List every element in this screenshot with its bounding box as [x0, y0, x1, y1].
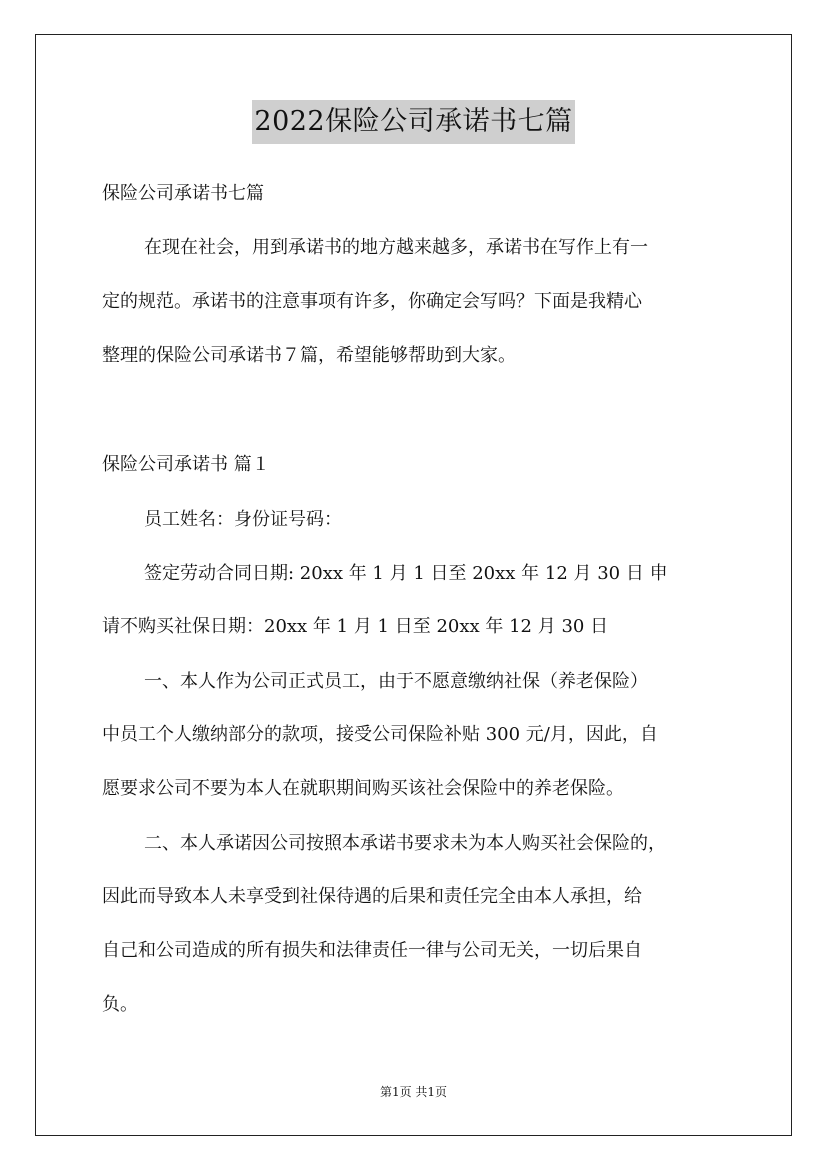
- document-title: 2022保险公司承诺书七篇: [252, 100, 574, 144]
- intro-line-3: 整理的保险公司承诺书７篇，希望能够帮助到大家。: [102, 345, 516, 366]
- section-heading: 保险公司承诺书 篇１: [102, 454, 270, 475]
- body-line-3: 请不购买社保日期：20xx 年 1 月 1 日至 20xx 年 12 月 30 日: [102, 616, 609, 637]
- intro-line-2: 定的规范。承诺书的注意事项有许多，你确定会写吗？下面是我精心: [102, 291, 642, 312]
- body-line-2: 签定劳动合同日期: 20xx 年 1 月 1 日至 20xx 年 12 月 30 日 申: [144, 563, 668, 584]
- body-line-9: 自己和公司造成的所有损失和法律责任一律与公司无关，一切后果自: [102, 940, 642, 961]
- body-line-10: 负。: [102, 994, 138, 1015]
- body-line-7: 二、本人承诺因公司按照本承诺书要求未为本人购买社会保险的，: [144, 833, 666, 854]
- intro-line-1: 在现在社会，用到承诺书的地方越来越多，承诺书在写作上有一: [144, 237, 648, 258]
- body-line-8: 因此而导致本人未享受到社保待遇的后果和责任完全由本人承担，给: [102, 886, 642, 907]
- title-container: [0, 100, 827, 144]
- body-line-1: 员工姓名：身份证号码：: [144, 509, 342, 530]
- body-line-5: 中员工个人缴纳部分的款项，接受公司保险补贴 300 元/月，因此，自: [102, 724, 658, 745]
- document-subtitle: 保险公司承诺书七篇: [102, 183, 264, 204]
- body-line-6: 愿要求公司不要为本人在就职期间购买该社会保险中的养老保险。: [102, 778, 624, 799]
- body-line-4: 一、本人作为公司正式员工，由于不愿意缴纳社保（养老保险）: [144, 671, 648, 692]
- page-footer: 第1页 共1页: [379, 1085, 448, 1099]
